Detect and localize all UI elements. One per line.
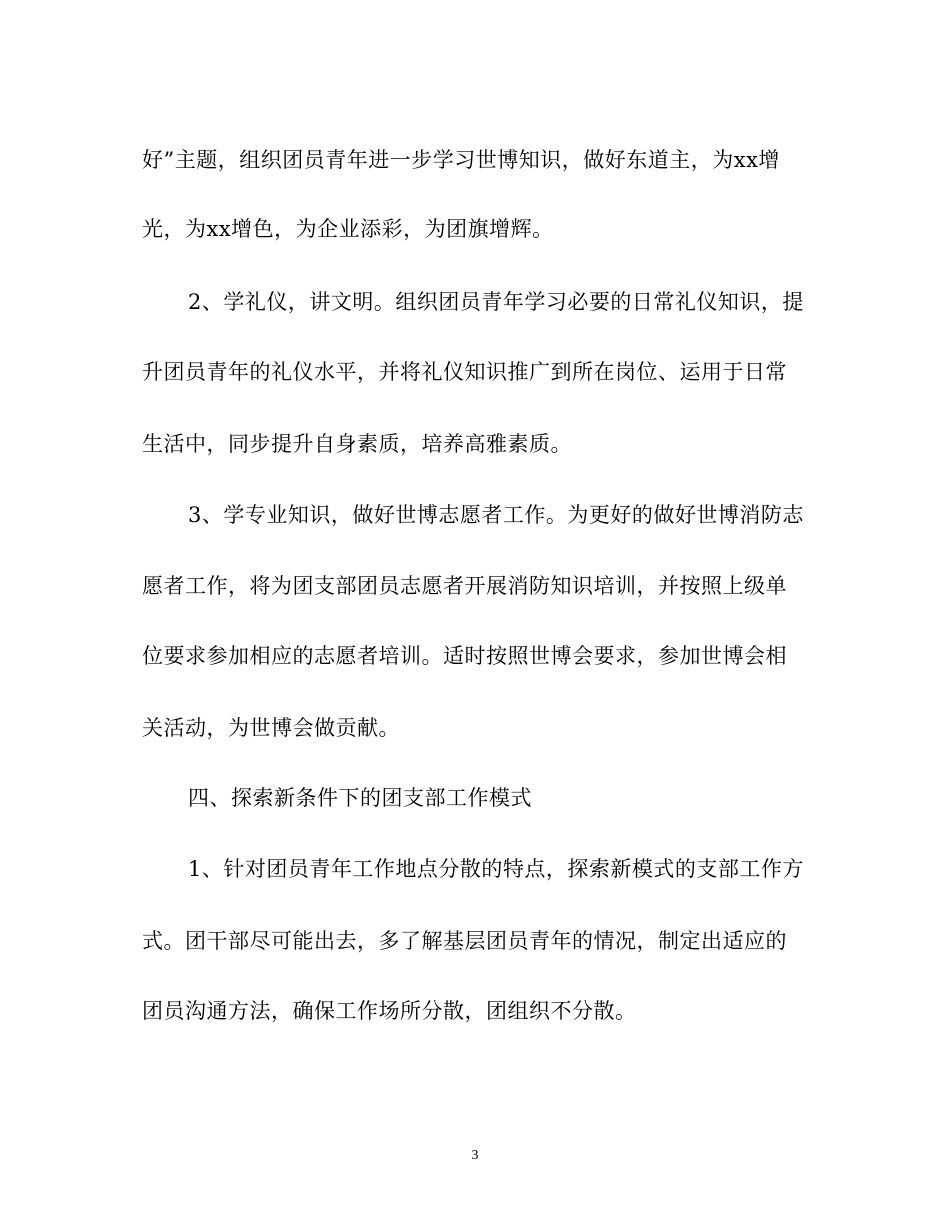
section-heading: 四、探索新条件下的团支部工作模式	[188, 786, 532, 810]
text-line: 生活中，同步提升自身素质，培养高雅素质。	[142, 432, 572, 456]
page-number: 3	[471, 1148, 479, 1163]
text-line: 升团员青年的礼仪水平，并将礼仪知识推广到所在岗位、运用于日常	[142, 360, 787, 384]
text-line: 关活动，为世博会做贡献。	[142, 716, 400, 740]
text-line: 好”主题，组织团员青年进一步学习世博知识，做好东道主，为xx增	[142, 148, 780, 172]
text-line: 团员沟通方法，确保工作场所分散，团组织不分散。	[142, 999, 637, 1023]
paragraph-start-line: 1、针对团员青年工作地点分散的特点，探索新模式的支部工作方	[188, 857, 804, 881]
text-line: 光，为xx增色，为企业添彩，为团旗增辉。	[142, 217, 554, 241]
paragraph-start-line: 3、学专业知识，做好世博志愿者工作。为更好的做好世博消防志	[188, 503, 804, 527]
text-line: 愿者工作，将为团支部团员志愿者开展消防知识培训，并按照上级单	[142, 574, 787, 598]
paragraph-start-line: 2、学礼仪，讲文明。组织团员青年学习必要的日常礼仪知识，提	[188, 290, 804, 314]
text-line: 式。团干部尽可能出去，多了解基层团员青年的情况，制定出适应的	[142, 929, 787, 953]
text-line: 位要求参加相应的志愿者培训。适时按照世博会要求，参加世博会相	[142, 644, 787, 668]
